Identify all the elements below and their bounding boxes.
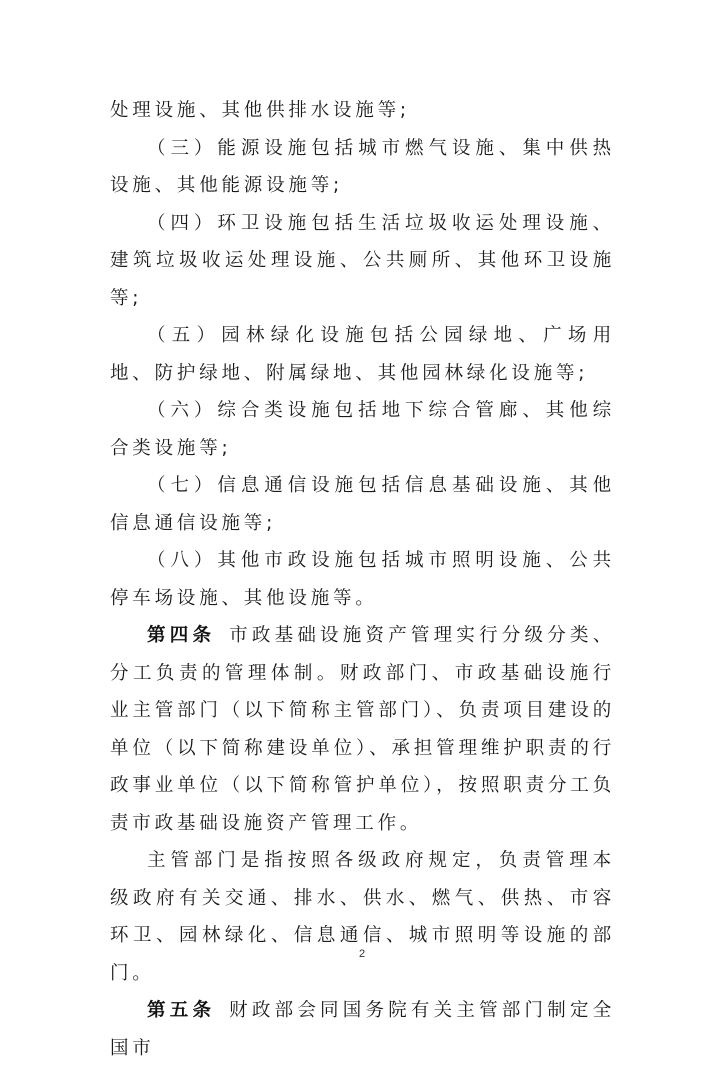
- paragraph-text: 市政基础设施资产管理实行分级分类、分工负责的管理体制。财政部门、市政基础设施行业主管部门（以下简称主管部门）、负责项目建设的单位（以下简称建设单位）、承担管理维护职责的行政事业单位（以下简称管护单位），按照职责分工负责市政基础设施资产管理工作。: [110, 625, 615, 834]
- paragraph-item-7: [110, 467, 615, 542]
- paragraph-text: 处理设施、其他供排水设施等;: [110, 100, 410, 121]
- paragraph-text: 财政部会同国务院有关主管部门制定全国市: [110, 1000, 615, 1059]
- paragraph-item-3: [110, 130, 615, 205]
- article-number: 第五条: [147, 1000, 216, 1021]
- article-4-paragraph: [110, 617, 615, 842]
- paragraph-text: （五）园林绿化设施包括公园绿地、广场用地、防护绿地、附属绿地、其他园林绿化设施等;: [110, 325, 615, 384]
- paragraph-item-6: [110, 392, 615, 467]
- article-5-paragraph: [110, 992, 615, 1067]
- article-number: 第四条: [147, 625, 216, 646]
- paragraph-item-5: [110, 317, 615, 392]
- page-number: 2: [358, 948, 366, 960]
- paragraph-item-8: [110, 542, 615, 617]
- paragraph-text: 主管部门是指按照各级政府规定，负责管理本级政府有关交通、排水、供水、燃气、供热、市容环卫、园林绿化、信息通信、城市照明等设施的部门。: [110, 850, 615, 984]
- paragraph-continuation: [110, 92, 615, 130]
- article-4-definition-paragraph: [110, 842, 615, 992]
- paragraph-text: （三）能源设施包括城市燃气设施、集中供热设施、其他能源设施等;: [110, 137, 615, 196]
- document-body: [110, 92, 615, 1067]
- paragraph-text: （四）环卫设施包括生活垃圾收运处理设施、建筑垃圾收运处理设施、公共厕所、其他环卫设施等;: [110, 212, 615, 309]
- paragraph-text: （七）信息通信设施包括信息基础设施、其他信息通信设施等;: [110, 475, 615, 534]
- paragraph-text: （八）其他市政设施包括城市照明设施、公共停车场设施、其他设施等。: [110, 550, 615, 609]
- paragraph-text: （六）综合类设施包括地下综合管廊、其他综合类设施等;: [110, 400, 615, 459]
- paragraph-item-4: [110, 205, 615, 318]
